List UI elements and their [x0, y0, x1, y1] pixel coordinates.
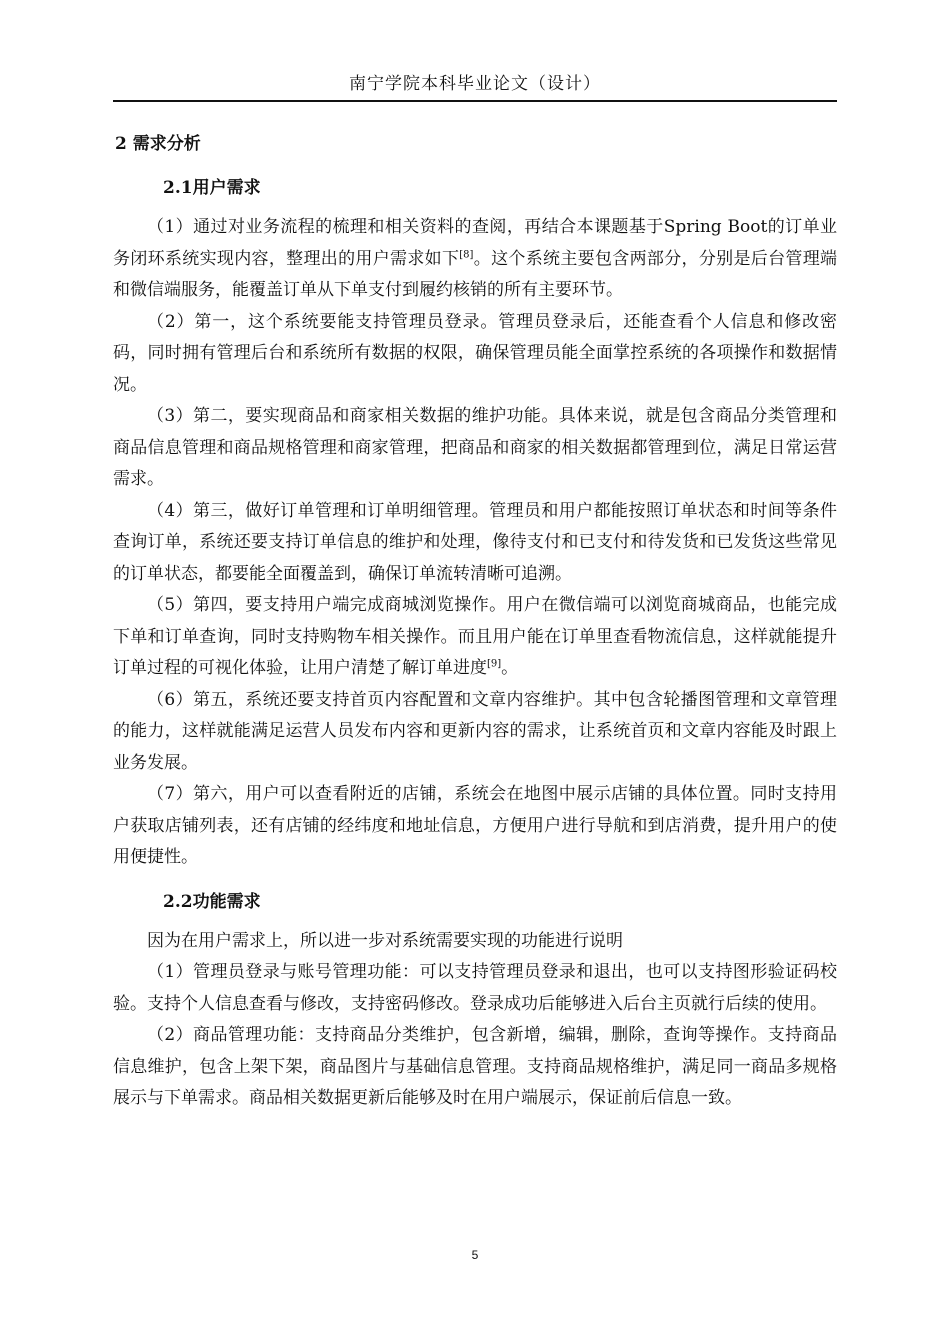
- paragraph-user-req-1: [113, 212, 837, 307]
- paragraph-user-req-3: （3）第二，要实现商品和商家相关数据的维护功能。具体来说，就是包含商品分类管理和商品信息管理和商品规格管理和商家管理，把商品和商家的相关数据都管理到位，满足日常运营需求。: [113, 406, 837, 489]
- paragraph-func-intro: 因为在用户需求上，所以进一步对系统需要实现的功能进行说明: [147, 930, 623, 951]
- page-content: [113, 122, 837, 1115]
- page-header-title: 南宁学院本科毕业论文（设计）: [349, 74, 601, 94]
- citation-ref: [9]: [487, 658, 502, 670]
- paragraph-user-req-2: （2）第一，这个系统要能支持管理员登录。管理员登录后，还能查看个人信息和修改密码，同时拥有管理后台和系统所有数据的权限，确保管理员能全面掌控系统的各项操作和数据情况。: [113, 311, 837, 395]
- paragraph-func-req-2: （2）商品管理功能：支持商品分类维护，包含新增，编辑，删除，查询等操作。支持商品信息维护，包含上架下架，商品图片与基础信息管理。支持商品规格维护，满足同一商品多规格展示与下单需求。商品相关数据更新后能够及时在用户端展示，保证前后信息一致。: [113, 1025, 837, 1108]
- page-number: 5: [471, 1248, 479, 1262]
- paragraph-user-req-5: [113, 590, 837, 685]
- paragraph-user-req-4: （4）第三，做好订单管理和订单明细管理。管理员和用户都能按照订单状态和时间等条件查询订单，系统还要支持订单信息的维护和处理，像待支付和已支付和待发货和已发货这些常见的订单状态，都要能全面覆盖到，确保订单流转清晰可追溯。: [113, 500, 837, 584]
- paragraph-text: （5）第四，要支持用户端完成商城浏览操作。用户在微信端可以浏览商城商品，也能完成下单和订单查询，同时支持购物车相关操作。而且用户能在订单里查看物流信息，这样就能提升订单过程的可视化体验，让用户清楚了解订单进度: [113, 595, 837, 678]
- subsection-heading-functional-requirements: 2.2功能需求: [163, 891, 261, 912]
- citation-ref: [8]: [459, 248, 474, 260]
- paragraph-text-tail: 。: [501, 658, 519, 678]
- paragraph-user-req-7: （7）第六，用户可以查看附近的店铺，系统会在地图中展示店铺的具体位置。同时支持用户获取店铺列表，还有店铺的经纬度和地址信息，方便用户进行导航和到店消费，提升用户的使用便捷性。: [113, 784, 837, 867]
- paragraph-text: （1）通过对业务流程的梳理和相关资料的查阅，再结合本课题基于Spring Boot的订单业务闭环系统实现内容，整理出的用户需求如下: [113, 217, 837, 269]
- subsection-heading-user-requirements: 2.1用户需求: [163, 178, 261, 198]
- paragraph-text-tail: 。这个系统主要包含两部分，分别是后台管理端和微信端服务，能覆盖订单从下单支付到履约核销的所有主要环节。: [113, 248, 838, 300]
- section-heading: 2 需求分析: [115, 134, 201, 154]
- paragraph-user-req-6: （6）第五，系统还要支持首页内容配置和文章内容维护。其中包含轮播图管理和文章管理的能力，这样就能满足运营人员发布内容和更新内容的需求，让系统首页和文章内容能及时跟上业务发展。: [113, 689, 837, 773]
- header-rule: [113, 100, 837, 102]
- paragraph-func-req-1: （1）管理员登录与账号管理功能：可以支持管理员登录和退出，也可以支持图形验证码校验。支持个人信息查看与修改，支持密码修改。登录成功后能够进入后台主页就行后续的使用。: [113, 962, 837, 1014]
